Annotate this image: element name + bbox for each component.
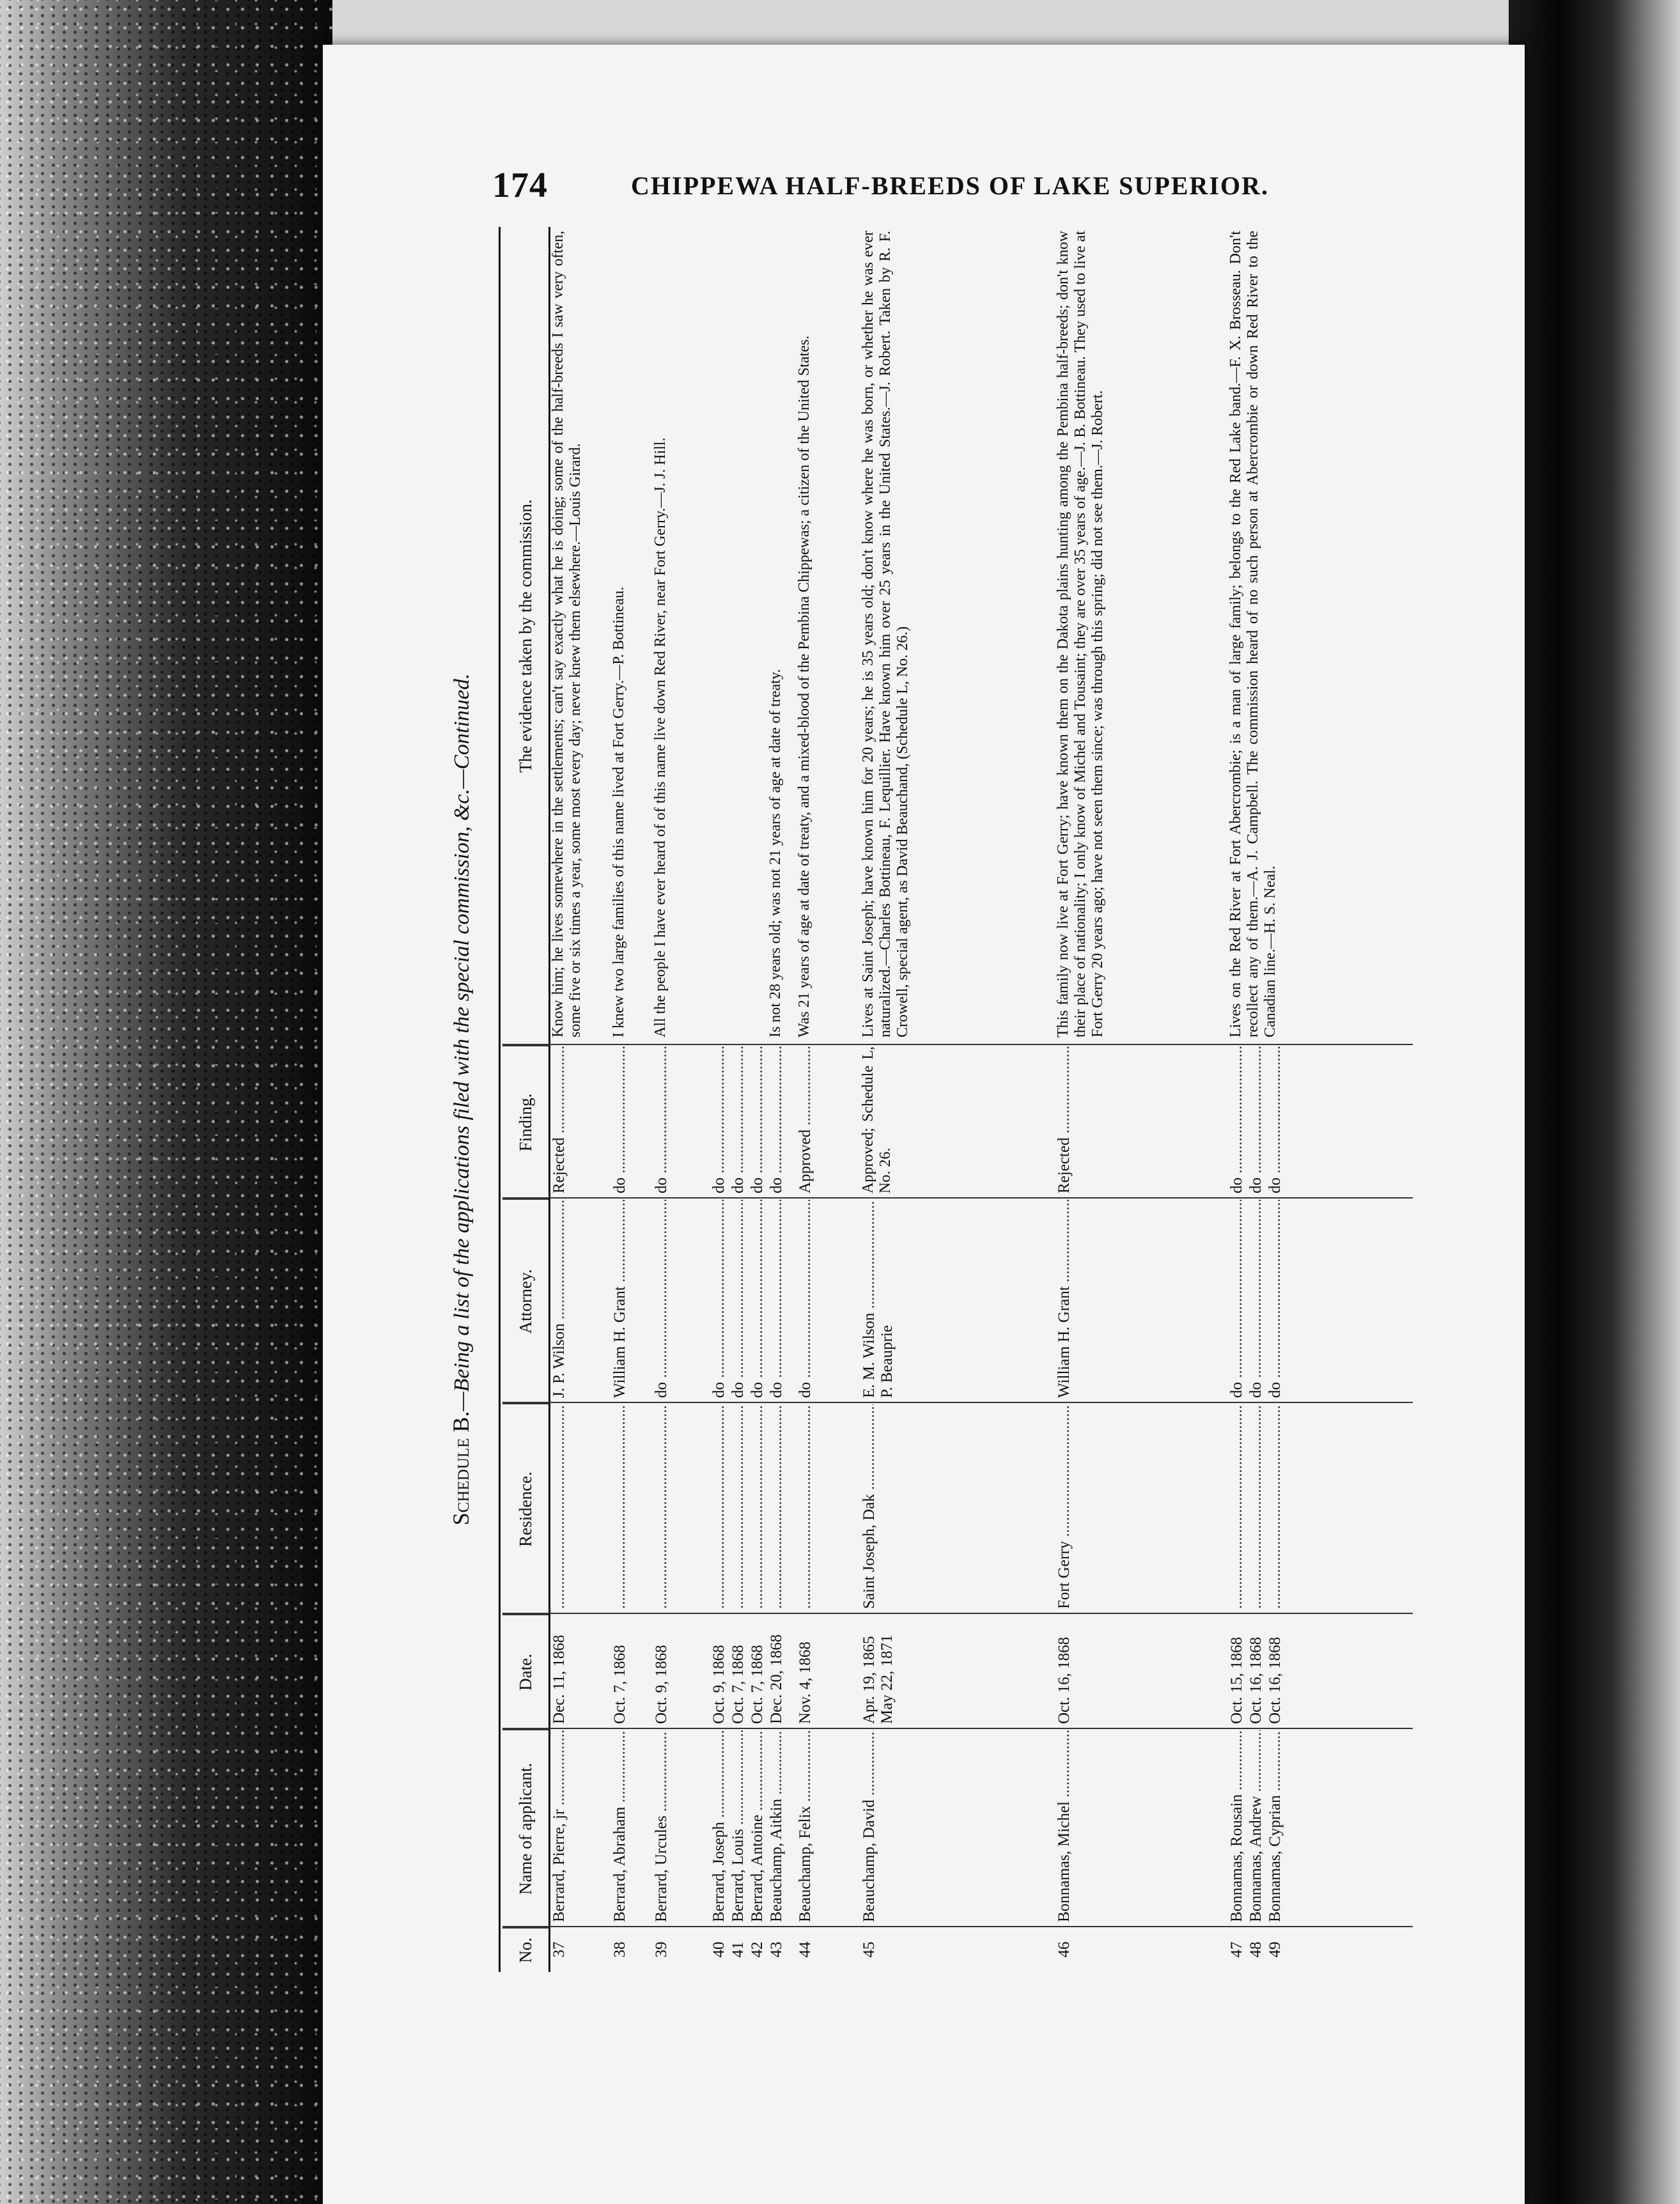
row-number: 44 — [797, 1941, 814, 1958]
running-head: CHIPPEWA HALF-BREEDS OF LAKE SUPERIOR. — [631, 171, 1269, 200]
col-header-date: Date. — [502, 1614, 548, 1729]
finding: do ..... — [1266, 1046, 1285, 1193]
table-row — [652, 227, 690, 1972]
scan-noise — [0, 0, 332, 2204]
application-date: Nov. 4, 1868 — [797, 1641, 814, 1724]
evidence-text: All the people I have ever heard of of this name live down Red River, near Fort Gerry.—J. J. Hill. — [652, 437, 669, 1037]
residence — [550, 1404, 569, 1609]
evidence-text: Lives on the Red River at Fort Abercrombie; is a man of large family; belongs to the Red Lake band.—F. X. Brosseau. Don't recollect any of them.—A. J. Campbell. The commission heard of no such person at Abercrombie or down Red River to the Canadian line.—H. S. Neal. — [1227, 231, 1279, 1037]
table-row — [1055, 227, 1106, 1972]
attorney-2: P. Beauprie — [878, 1325, 896, 1398]
table-row — [796, 227, 834, 1972]
row-number: 45 — [860, 1941, 878, 1958]
residence — [1266, 1404, 1285, 1609]
applicant-name: Beauchamp, David ..... — [860, 1730, 879, 1922]
schedule-title-prefix: Schedule B. — [448, 1411, 474, 1526]
attorney: J. P. Wilson ..... — [550, 1200, 569, 1398]
finding: do ..... — [611, 1046, 630, 1193]
row-number: 38 — [611, 1941, 628, 1958]
attorney: do ..... — [796, 1200, 815, 1398]
applicant-name: Berrard, Abraham ..... — [611, 1730, 630, 1922]
table-header-row — [502, 227, 550, 1972]
evidence-text: Lives at Saint Joseph; have known him for 20 years; he is 35 years old; don't know where he was born, or whether he was ever naturalized.—Charles Bottineau, F. Lequillier. Have known him over 25 years in the United States.—J. Robert. Taken by R. F. Crowell, special agent, as David Beauchand, (Schedule L, No. 26.) — [860, 231, 911, 1037]
applicant-name: Bonnamas, Rousain ..... — [1227, 1730, 1247, 1922]
table-row — [860, 227, 911, 1972]
finding: Approved; Schedule L, No. 26. — [860, 1046, 894, 1193]
schedule-title — [447, 227, 486, 1972]
attorney: do ..... — [748, 1200, 767, 1398]
residence — [710, 1404, 729, 1609]
application-date-2: May 22, 1871 — [878, 1634, 896, 1724]
attorney: do ..... — [1247, 1200, 1266, 1398]
row-number: 48 — [1247, 1941, 1264, 1958]
residence — [1247, 1404, 1266, 1609]
evidence-text: Was 21 years of age at date of treaty, and a mixed-blood of the Pembina Chippewas; a citizen of the United States. — [796, 335, 813, 1037]
applicant-name: Beauchamp, Aitkin ..... — [767, 1730, 786, 1922]
application-date: Dec. 20, 1868 — [768, 1634, 785, 1724]
applicant-name: Berrard, Louis ..... — [729, 1730, 748, 1922]
table-row — [611, 227, 649, 1972]
residence: Fort Gerry ..... — [1055, 1404, 1074, 1609]
attorney: do ..... — [729, 1200, 748, 1398]
finding: Rejected ..... — [550, 1046, 569, 1193]
application-date: Oct. 9, 1868 — [710, 1645, 727, 1724]
attorney: do ..... — [652, 1200, 671, 1398]
table-body — [550, 227, 1413, 1972]
row-number: 42 — [749, 1941, 766, 1958]
applicant-name: Berrard, Antoine ..... — [748, 1730, 767, 1922]
residence — [652, 1404, 671, 1609]
residence — [748, 1404, 767, 1609]
col-header-finding: Finding. — [502, 1045, 548, 1199]
col-header-residence: Residence. — [502, 1403, 548, 1614]
row-number: 46 — [1055, 1941, 1073, 1958]
page-number: 174 — [492, 166, 548, 205]
scan-right-edge — [1509, 0, 1680, 2204]
application-date: Oct. 9, 1868 — [653, 1645, 670, 1724]
attorney: do ..... — [767, 1200, 786, 1398]
finding: do ..... — [1247, 1046, 1266, 1193]
row-number: 37 — [550, 1941, 568, 1958]
finding: do ..... — [729, 1046, 748, 1193]
residence — [767, 1404, 786, 1609]
table-row — [1266, 227, 1304, 1972]
residence — [611, 1404, 630, 1609]
row-number: 39 — [653, 1941, 670, 1958]
table-row — [550, 227, 588, 1972]
page-header — [492, 163, 1381, 208]
evidence-text: I knew two large families of this name lived at Fort Gerry.—P. Bottineau. — [611, 586, 627, 1037]
finding: Approved ..... — [796, 1046, 815, 1193]
attorney: William H. Grant ..... — [611, 1200, 630, 1398]
residence: Saint Joseph, Dak ..... — [860, 1404, 879, 1609]
attorney: William H. Grant ..... — [1055, 1200, 1074, 1398]
applicant-name: Bonnamas, Cyprian ..... — [1266, 1730, 1285, 1922]
schedule-title-rest: —Being a list of the applications filed with the special commission, &c.—Continued. — [450, 673, 474, 1411]
residence — [729, 1404, 748, 1609]
attorney: do ..... — [710, 1200, 729, 1398]
application-date: Oct. 16, 1868 — [1266, 1636, 1284, 1724]
finding: do ..... — [767, 1046, 786, 1193]
row-number: 43 — [768, 1941, 785, 1958]
attorney: E. M. Wilson ..... — [860, 1200, 879, 1398]
col-header-no: No. — [502, 1927, 548, 1972]
applicant-name: Berrard, Joseph ..... — [710, 1730, 729, 1922]
row-number: 40 — [710, 1941, 727, 1958]
evidence-text: Is not 28 years old; was not 21 years of age at date of treaty. — [767, 669, 784, 1037]
application-date: Oct. 7, 1868 — [729, 1645, 747, 1724]
finding: do ..... — [710, 1046, 729, 1193]
application-date: Oct. 7, 1868 — [611, 1645, 628, 1724]
residence — [1227, 1404, 1247, 1609]
finding: do ..... — [652, 1046, 671, 1193]
row-number: 49 — [1266, 1941, 1284, 1958]
finding: do ..... — [748, 1046, 767, 1193]
applicant-name: Bonnamas, Andrew ..... — [1247, 1730, 1266, 1922]
col-header-evidence: The evidence taken by the commission. — [515, 499, 535, 773]
evidence-text: Know him; he lives somewhere in the settlements; can't say exactly what he is doing; some of the half-breeds I saw very often, some five or six times a year, some most every day; never knew them elsewhere.—Louis Girard. — [550, 231, 584, 1037]
attorney: do ..... — [1266, 1200, 1285, 1398]
evidence-text: This family now live at Fort Gerry; have known them on the Dakota plains hunting among the Pembina half-breeds; don't know their place of nationality; I only know of Michel and Tousaint; they are over 35 years of age.—J. B. Bottineau. They used to live at Fort Gerry 20 years ago; have not seen them since; was through this spring; did not see them.—J. Robert. — [1055, 231, 1106, 1037]
application-date: Dec. 11, 1868 — [550, 1634, 568, 1724]
applicant-name: Berrard, Pierre, jr ..... — [550, 1730, 569, 1922]
applicant-name: Berrard, Urcules ..... — [652, 1730, 671, 1922]
application-date: Oct. 15, 1868 — [1228, 1636, 1245, 1724]
applicant-name: Bonnamas, Michel ..... — [1055, 1730, 1074, 1922]
application-date: Apr. 19, 1865 — [860, 1636, 878, 1724]
application-date: Oct. 7, 1868 — [749, 1645, 766, 1724]
table-top-rule — [499, 227, 501, 1972]
residence — [796, 1404, 815, 1609]
col-header-name: Name of applicant. — [502, 1729, 548, 1927]
schedule-table — [447, 227, 1413, 1972]
col-header-attorney: Attorney. — [502, 1199, 548, 1403]
row-number: 41 — [729, 1941, 747, 1958]
finding: Rejected ..... — [1055, 1046, 1074, 1193]
row-number: 47 — [1228, 1941, 1245, 1958]
application-date: Oct. 16, 1868 — [1247, 1636, 1264, 1724]
application-date: Oct. 16, 1868 — [1055, 1636, 1073, 1724]
attorney: do ..... — [1227, 1200, 1247, 1398]
finding: do ..... — [1227, 1046, 1247, 1193]
applicant-name: Beauchamp, Felix ..... — [796, 1730, 815, 1922]
